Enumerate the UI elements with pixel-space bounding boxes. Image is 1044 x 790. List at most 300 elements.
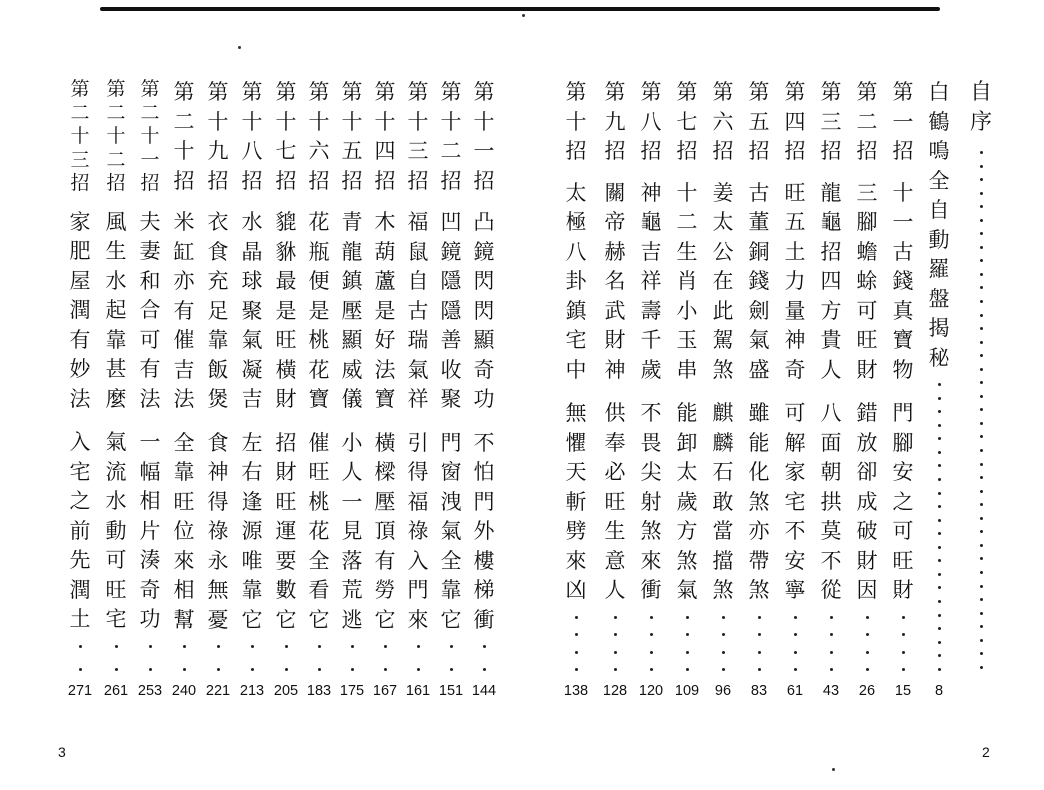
glyph: 寧 (784, 578, 806, 602)
glyph: 蟾 (856, 239, 878, 264)
chapter-label (170, 78, 198, 196)
glyph: 第 (676, 80, 698, 104)
glyph: 當 (712, 519, 734, 543)
dot-leader (864, 616, 870, 672)
glyph: 潤 (69, 577, 91, 602)
glyph: 是 (308, 298, 330, 323)
glyph: 第 (241, 80, 263, 104)
glyph: 招 (565, 139, 587, 163)
glyph: 九 (207, 139, 229, 163)
chapter-label (853, 78, 881, 167)
glyph: 肖 (676, 269, 698, 293)
glyph: 左 (241, 430, 263, 455)
entry-subtitle (238, 429, 266, 636)
glyph: 十 (173, 139, 195, 163)
chapter-label (470, 78, 498, 196)
toc-entry[interactable] (338, 78, 366, 671)
glyph: 射 (640, 489, 662, 514)
glyph: 八 (565, 239, 587, 264)
chapter-label (637, 78, 665, 167)
glyph: 二 (140, 101, 160, 124)
glyph: 神 (207, 460, 229, 484)
glyph: 財 (275, 387, 297, 411)
chapter-label (781, 78, 809, 167)
glyph: 前 (69, 518, 91, 543)
toc-entry[interactable] (745, 78, 773, 671)
glyph: 招 (374, 168, 396, 193)
toc-entry[interactable] (238, 78, 266, 671)
glyph: 看 (308, 578, 330, 602)
page-number-right: 2 (982, 744, 990, 760)
glyph: 序 (969, 109, 992, 135)
glyph: 宅 (784, 489, 806, 514)
glyph: 第 (473, 80, 495, 104)
glyph: 化 (748, 460, 770, 484)
glyph: 要 (275, 548, 297, 573)
glyph: 第 (784, 80, 806, 104)
glyph: 十 (207, 109, 229, 134)
glyph: 財 (856, 357, 878, 382)
glyph: 可 (784, 401, 806, 425)
glyph: 尖 (640, 460, 662, 484)
glyph: 第 (712, 80, 734, 104)
glyph: 招 (856, 139, 878, 163)
glyph: 招 (275, 168, 297, 193)
glyph: 麒 (712, 401, 734, 425)
glyph: 幫 (173, 607, 195, 632)
glyph: 第 (106, 78, 126, 100)
glyph: 寶 (892, 328, 914, 352)
glyph: 祥 (640, 269, 662, 293)
glyph: 儀 (341, 387, 363, 411)
glyph: 亦 (173, 269, 195, 293)
toc-entry[interactable] (170, 78, 198, 671)
glyph: 人 (341, 460, 363, 484)
toc-page-number: 175 (339, 683, 365, 699)
toc-entry[interactable] (470, 78, 498, 671)
glyph: 十 (407, 109, 429, 134)
glyph: 全 (928, 168, 950, 193)
entry-title (66, 208, 94, 415)
entry-subtitle (562, 399, 590, 606)
glyph: 三 (856, 180, 878, 205)
glyph: 樑 (374, 460, 396, 484)
glyph: 起 (105, 298, 127, 323)
entry-subtitle (338, 429, 366, 636)
glyph: 安 (892, 460, 914, 484)
glyph: 得 (407, 460, 429, 484)
glyph: 桃 (308, 489, 330, 514)
glyph: 煞 (640, 519, 662, 543)
glyph: 神 (784, 328, 806, 352)
glyph: 外 (473, 519, 495, 543)
glyph: 十 (308, 109, 330, 134)
glyph: 相 (139, 489, 161, 514)
glyph: 鶴 (928, 109, 950, 134)
glyph: 四 (374, 139, 396, 163)
glyph: 財 (275, 460, 297, 484)
glyph: 便 (308, 269, 330, 293)
glyph: 一 (892, 210, 914, 234)
entry-title (889, 179, 917, 386)
glyph: 入 (407, 548, 429, 573)
glyph: 收 (440, 357, 462, 382)
glyph: 福 (407, 210, 429, 234)
glyph: 永 (207, 548, 229, 573)
glyph: 駕 (712, 328, 734, 352)
glyph: 八 (640, 109, 662, 134)
entry-title (817, 179, 845, 386)
glyph: 招 (106, 172, 126, 195)
glyph: 神 (640, 180, 662, 205)
chapter-label (745, 78, 773, 167)
toc-page-number: 120 (638, 683, 664, 699)
glyph: 斬 (565, 489, 587, 514)
glyph: 財 (856, 548, 878, 573)
glyph: 羅 (928, 257, 950, 281)
glyph: 二 (106, 148, 126, 171)
glyph: 招 (820, 239, 842, 264)
glyph: 煞 (748, 578, 770, 602)
glyph: 力 (784, 269, 806, 293)
glyph: 福 (407, 489, 429, 514)
glyph: 食 (207, 430, 229, 455)
glyph: 小 (676, 298, 698, 323)
glyph: 聚 (440, 387, 462, 411)
toc-entry[interactable] (371, 78, 399, 671)
glyph: 武 (604, 298, 626, 323)
chapter-label (305, 78, 333, 196)
glyph: 旺 (308, 460, 330, 484)
glyph: 亦 (748, 519, 770, 543)
glyph: 家 (69, 209, 91, 234)
glyph: 不 (473, 430, 495, 455)
glyph: 千 (640, 328, 662, 352)
toc-entry[interactable] (562, 78, 590, 671)
glyph: 葫 (374, 239, 396, 264)
glyph: 荒 (341, 578, 363, 602)
glyph: 不 (820, 548, 842, 573)
glyph: 祿 (207, 519, 229, 543)
glyph: 先 (69, 548, 91, 573)
entry-title (637, 179, 665, 386)
toc-entry[interactable] (889, 78, 917, 671)
glyph: 法 (374, 357, 396, 382)
glyph: 財 (604, 328, 626, 352)
glyph: 聚 (241, 298, 263, 323)
glyph: 門 (892, 401, 914, 425)
glyph: 白 (928, 80, 950, 104)
glyph: 歲 (676, 489, 698, 514)
glyph: 善 (440, 328, 462, 352)
glyph: 卻 (856, 460, 878, 484)
toc-entry[interactable] (925, 78, 953, 671)
glyph: 煞 (676, 548, 698, 573)
toc-page-number: 96 (714, 683, 732, 699)
toc-entry[interactable] (136, 78, 164, 671)
glyph: 姜 (712, 180, 734, 205)
glyph: 旺 (173, 489, 195, 514)
glyph: 水 (105, 268, 127, 293)
glyph: 氣 (105, 430, 127, 455)
glyph: 神 (604, 357, 626, 382)
glyph: 鏡 (473, 239, 495, 264)
glyph: 貅 (275, 239, 297, 264)
toc-entry[interactable] (817, 78, 845, 671)
glyph: 宅 (105, 607, 127, 632)
entry-title (102, 208, 130, 415)
glyph: 旺 (784, 180, 806, 205)
glyph: 妻 (139, 239, 161, 264)
glyph: 妙 (69, 357, 91, 382)
glyph: 壓 (341, 298, 363, 323)
toc-entry[interactable] (66, 78, 94, 671)
glyph: 它 (308, 607, 330, 632)
glyph: 寶 (308, 387, 330, 411)
dot-leader (936, 383, 942, 671)
glyph: 招 (407, 168, 429, 193)
toc-page-number: 205 (273, 683, 299, 699)
glyph: 第 (640, 80, 662, 104)
glyph: 招 (308, 168, 330, 193)
glyph: 關 (604, 180, 626, 205)
dot-leader (249, 645, 255, 671)
glyph: 是 (374, 298, 396, 323)
toc-page-number: 183 (306, 683, 332, 699)
glyph: 煞 (712, 357, 734, 382)
glyph: 太 (712, 210, 734, 234)
glyph: 橫 (374, 430, 396, 455)
glyph: 煞 (748, 489, 770, 514)
glyph: 四 (784, 109, 806, 134)
glyph: 董 (748, 210, 770, 234)
glyph: 面 (820, 430, 842, 455)
glyph: 無 (565, 401, 587, 425)
glyph: 閃 (473, 298, 495, 323)
glyph: 招 (820, 139, 842, 163)
glyph: 招 (712, 139, 734, 163)
glyph: 石 (712, 460, 734, 484)
glyph: 旺 (856, 328, 878, 352)
glyph: 功 (473, 387, 495, 411)
scan-speck (832, 768, 835, 771)
toc-entry[interactable] (709, 78, 737, 671)
glyph: 破 (856, 519, 878, 543)
glyph: 催 (308, 430, 330, 455)
glyph: 入 (69, 430, 91, 455)
glyph: 風 (105, 209, 127, 234)
chapter-label (102, 78, 130, 196)
toc-page-number: 8 (934, 683, 944, 699)
glyph: 梯 (473, 578, 495, 602)
glyph: 靠 (241, 578, 263, 602)
glyph: 引 (407, 430, 429, 455)
glyph: 逢 (241, 489, 263, 514)
glyph: 威 (341, 357, 363, 382)
entry-title (371, 208, 399, 415)
toc-page-number: 138 (563, 683, 589, 699)
scan-speck (522, 14, 525, 17)
glyph: 招 (173, 168, 195, 193)
toc-entry[interactable] (601, 78, 629, 671)
glyph: 第 (70, 78, 90, 100)
glyph: 靠 (173, 460, 195, 484)
toc-page-number: 109 (674, 683, 700, 699)
toc-page-number: 43 (822, 683, 840, 699)
glyph: 來 (407, 607, 429, 632)
toc-entry[interactable] (204, 78, 232, 671)
glyph: 寶 (374, 387, 396, 411)
entry-title (601, 179, 629, 386)
glyph: 顯 (473, 328, 495, 352)
dot-leader (900, 616, 906, 672)
dot-leader (828, 616, 834, 672)
toc-page-number: 271 (67, 683, 93, 699)
glyph: 中 (565, 357, 587, 382)
glyph: 肥 (69, 239, 91, 264)
glyph: 腳 (856, 210, 878, 234)
dot-leader (612, 616, 618, 672)
glyph: 是 (275, 298, 297, 323)
glyph: 卦 (565, 269, 587, 293)
toc-entry[interactable] (102, 78, 130, 671)
glyph: 水 (241, 210, 263, 234)
toc-entry[interactable] (853, 78, 881, 671)
entry-subtitle (745, 399, 773, 606)
glyph: 招 (140, 172, 160, 195)
glyph: 它 (440, 607, 462, 632)
glyph: 夫 (139, 209, 161, 234)
toc-page-number: 253 (137, 683, 163, 699)
toc-entry[interactable] (437, 78, 465, 671)
glyph: 二 (856, 109, 878, 134)
glyph: 安 (784, 548, 806, 573)
toc-entry[interactable] (404, 78, 432, 671)
glyph: 壽 (640, 298, 662, 323)
chapter-label (338, 78, 366, 196)
glyph: 充 (207, 269, 229, 293)
glyph: 無 (207, 578, 229, 602)
dot-leader (113, 645, 119, 671)
glyph: 衣 (207, 210, 229, 234)
glyph: 十 (676, 180, 698, 205)
toc-entry[interactable] (781, 78, 809, 671)
glyph: 最 (275, 269, 297, 293)
glyph: 十 (374, 109, 396, 134)
toc-entry[interactable] (673, 78, 701, 671)
chapter-label (673, 78, 701, 167)
toc-entry[interactable] (272, 78, 300, 671)
glyph: 二 (440, 139, 462, 163)
glyph: 湊 (139, 548, 161, 573)
glyph: 天 (565, 460, 587, 484)
entry-subtitle (437, 429, 465, 636)
glyph: 方 (820, 298, 842, 323)
toc-entry[interactable] (305, 78, 333, 671)
glyph: 十 (892, 180, 914, 205)
glyph: 串 (676, 357, 698, 382)
glyph: 生 (105, 239, 127, 264)
glyph: 龍 (820, 180, 842, 205)
glyph: 位 (173, 519, 195, 543)
chapter-label (272, 78, 300, 196)
glyph: 花 (308, 519, 330, 543)
glyph: 全 (173, 430, 195, 455)
glyph: 催 (173, 328, 195, 352)
glyph: 第 (308, 80, 330, 104)
glyph: 吉 (241, 387, 263, 411)
glyph: 物 (892, 357, 914, 382)
chapter-label (889, 78, 917, 167)
glyph: 祥 (407, 387, 429, 411)
glyph: 招 (241, 168, 263, 193)
glyph: 凹 (440, 210, 462, 234)
glyph: 敢 (712, 489, 734, 514)
glyph: 壓 (374, 489, 396, 514)
entry-subtitle (470, 429, 498, 636)
entry-subtitle (204, 429, 232, 636)
glyph: 落 (341, 548, 363, 573)
glyph: 凸 (473, 210, 495, 234)
glyph: 招 (341, 168, 363, 193)
glyph: 二 (676, 210, 698, 234)
toc-heading (967, 78, 995, 669)
dot-leader (181, 645, 187, 671)
entry-subtitle (889, 399, 917, 606)
glyph: 招 (892, 139, 914, 163)
entry-title (204, 208, 232, 415)
glyph: 奇 (784, 357, 806, 382)
glyph: 飯 (207, 357, 229, 382)
glyph: 奇 (473, 357, 495, 382)
toc-entry[interactable] (637, 78, 665, 671)
glyph: 龜 (640, 210, 662, 234)
glyph: 不 (784, 519, 806, 543)
glyph: 晶 (241, 239, 263, 264)
glyph: 憂 (207, 607, 229, 632)
glyph: 靠 (207, 328, 229, 352)
glyph: 家 (784, 460, 806, 484)
glyph: 靠 (105, 327, 127, 352)
glyph: 九 (604, 109, 626, 134)
entry-subtitle (637, 399, 665, 606)
glyph: 旺 (105, 577, 127, 602)
glyph: 第 (440, 80, 462, 104)
entry-title (562, 179, 590, 386)
glyph: 氣 (407, 357, 429, 382)
dot-leader (448, 645, 454, 671)
glyph: 招 (604, 139, 626, 163)
entry-subtitle (136, 428, 164, 635)
glyph: 成 (856, 489, 878, 514)
glyph: 雖 (748, 401, 770, 425)
entry-subtitle (781, 399, 809, 606)
glyph: 宅 (69, 459, 91, 484)
glyph: 方 (676, 519, 698, 543)
glyph: 莫 (820, 519, 842, 543)
glyph: 十 (440, 109, 462, 134)
glyph: 從 (820, 578, 842, 602)
chapter-label (238, 78, 266, 196)
glyph: 有 (69, 327, 91, 352)
glyph: 生 (604, 519, 626, 543)
glyph: 秘 (928, 345, 950, 370)
glyph: 龍 (341, 239, 363, 264)
toc-page-number: 261 (103, 683, 129, 699)
glyph: 古 (407, 298, 429, 323)
entry-title (470, 208, 498, 415)
glyph: 鼠 (407, 239, 429, 264)
